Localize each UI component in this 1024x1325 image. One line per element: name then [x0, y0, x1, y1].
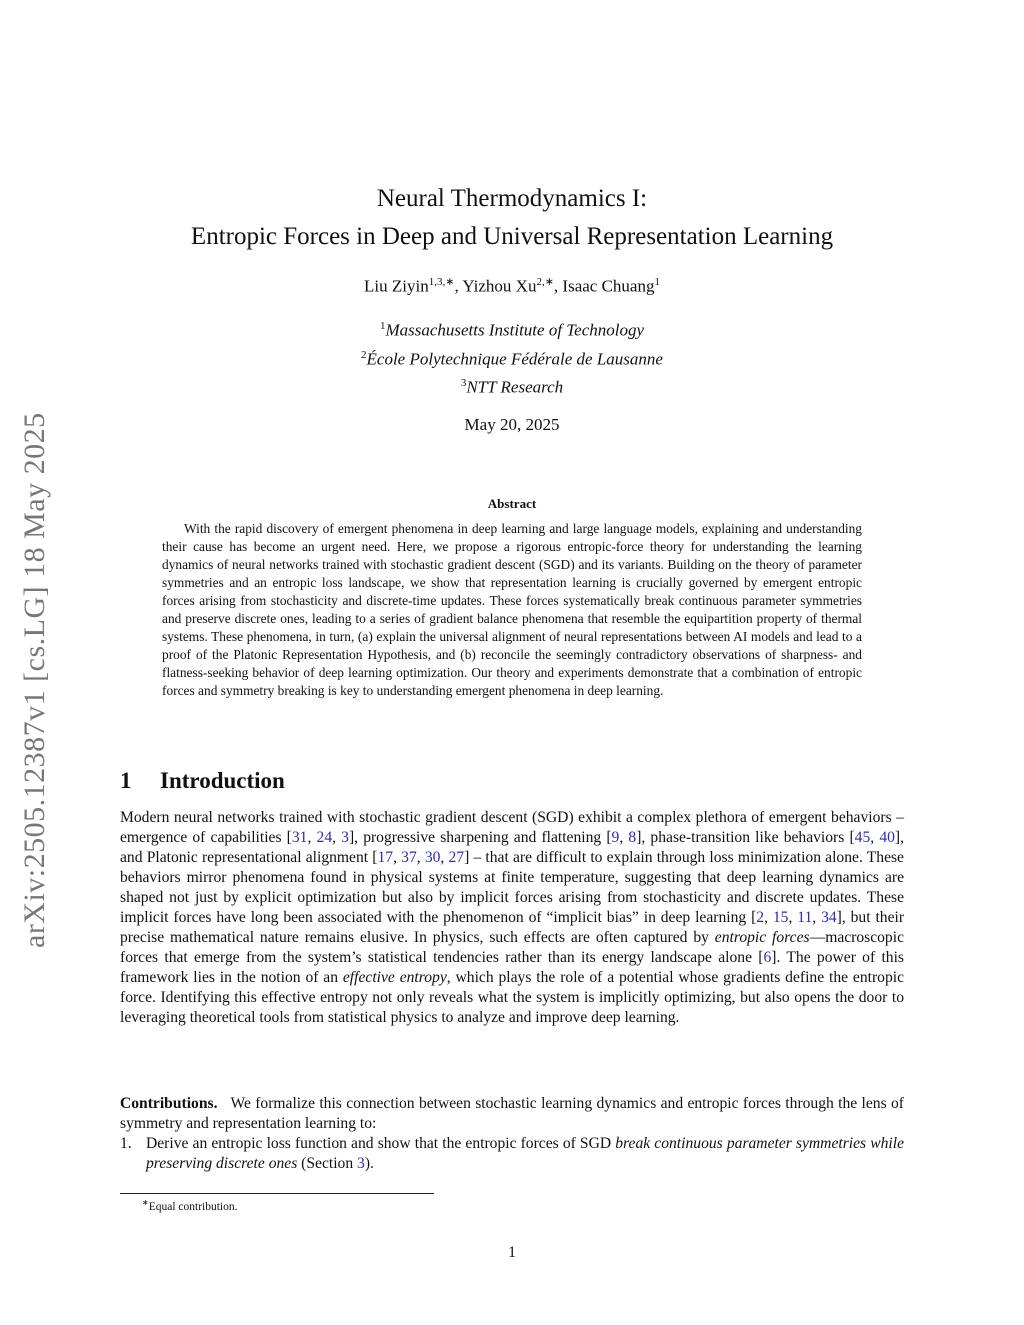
intro-text: ], progressive sharpening and flattening [	[348, 829, 612, 846]
author-name: Liu Ziyin	[364, 276, 429, 296]
contribution-list	[120, 1134, 904, 1174]
emphasis-text: break continuous parameter symmetries while preserving discrete ones	[146, 1135, 904, 1172]
abstract-text: With the rapid discovery of emergent phenomena in deep learning and large language models, explaining and understanding their cause has become an urgent need. Here, we propose a rigorous entropic-force theory for understanding the learning dynamics of neural networks trained with stochastic gradient descent (SGD) and its variants. Building on the theory of parameter symmetries and an entropic loss landscape, we show that representation learning is crucially governed by emergent entropic forces arising from stochasticity and discrete-time updates. These forces systematically break continuous parameter symmetries and preserve discrete ones, leading to a series of gradient balance phenomena that resemble the equipartition property of thermal systems. These phenomena, in turn, (a) explain the universal alignment of neural representations between AI models and lead to a proof of the Platonic Representation Hypothesis, and (b) reconcile the seemingly contradictory observations of sharpness- and flatness-seeking behavior of deep learning optimization. Our theory and experiments demonstrate that a combination of entropic forces and symmetry breaking is key to understanding emergent phenomena in deep learning.	[162, 521, 862, 698]
citation-link[interactable]: 11	[797, 909, 813, 926]
intro-text: ], and Platonic representational alignment [	[120, 829, 904, 866]
citation-link[interactable]: 27	[448, 849, 465, 866]
abstract-heading: Abstract	[487, 496, 537, 511]
footnote-rule	[120, 1193, 434, 1194]
footnote	[142, 1198, 238, 1213]
citation-link[interactable]: 15	[772, 909, 789, 926]
citation-link[interactable]: 24	[316, 829, 333, 846]
affiliation-name: École Polytechnique Fédérale de Lausanne	[366, 349, 663, 369]
citation-link[interactable]: 6	[763, 949, 772, 966]
intro-text: ] – that are difficult to explain through loss minimization alone. These behaviors mirror phenomena found in physical systems at finite temperature, suggesting that deep learning dynamics are shaped not just by explicit optimization but also by implicit forces arising from stochasticity and discrete updates. These implicit forces have long been associated with the phenomenon of “implicit bias” in deep learning [	[120, 849, 904, 926]
footnote-mark: ∗	[142, 1198, 149, 1207]
affiliation	[0, 371, 1024, 400]
affiliation-name: Massachusetts Institute of Technology	[385, 320, 645, 340]
affiliation	[0, 343, 1024, 372]
affiliation	[0, 314, 1024, 343]
author-marks: 1	[654, 276, 660, 288]
author-separator: ,	[553, 276, 563, 296]
emphasis-text: effective entropy	[342, 969, 447, 986]
author-marks: 2,∗	[536, 276, 554, 288]
list-text: Derive an entropic loss function and show that the entropic forces of SGD	[146, 1135, 616, 1152]
citation-link[interactable]: 3	[341, 829, 349, 846]
citation-link[interactable]: 34	[821, 909, 837, 926]
citation-link[interactable]: 2	[756, 909, 765, 926]
contributions-label: Contributions.	[120, 1095, 218, 1112]
citation-link[interactable]: 9	[611, 829, 620, 846]
citation-link[interactable]: 8	[628, 829, 637, 846]
affiliation-name: NTT Research	[466, 377, 564, 397]
citation-link[interactable]: 40	[879, 829, 895, 846]
author-marks: 1,3,∗	[428, 276, 455, 288]
citation-link[interactable]: 30	[424, 849, 441, 866]
intro-paragraph: Modern neural networks trained with stochastic gradient descent (SGD) exhibit a complex plethora of emergent behaviors – emergence of capabilities [31, 24, 3], progressive sharpening and flattening [9, 8], phase-transition like behaviors [45, 40], and Platonic representational alignment [17, 37, 30, 27] – that are difficult to explain through loss minimization alone. These behaviors mirror phenomena found in physical systems at finite temperature, suggesting that deep learning dynamics are shaped not just by explicit optimization but also by implicit forces arising from stochasticity and discrete updates. These implicit forces have long been associated with the phenomenon of “implicit bias” in deep learning [2, 15, 11, 34], but their precise mathematical nature remains elusive. In physics, such effects are often captured by entropic forces—macroscopic forces that emerge from the system’s statistical tendencies rather than its energy landscape alone [6]. The power of this framework lies in the notion of an effective entropy, which plays the role of a potential whose gradients define the entropic force. Identifying this effective entropy not only reveals what the system is implicitly optimizing, but also opens the door to leveraging theoretical tools from statistical physics to analyze and improve deep learning.	[120, 809, 905, 1026]
intro-text: ]. The power of this framework lies in the notion of an	[120, 949, 904, 986]
affiliation-mark: 1	[379, 320, 386, 332]
citation-link[interactable]: 45	[854, 829, 871, 846]
intro-text: ], but their precise mathematical nature remains elusive. In physics, such effects are often captured by	[120, 909, 905, 946]
intro-text: ], phase-transition like behaviors [	[636, 829, 855, 846]
affiliation-mark: 3	[460, 377, 467, 390]
author-separator: ,	[454, 276, 463, 296]
citation-link[interactable]: 37	[401, 849, 417, 866]
title-line-1: Neural Thermodynamics I:	[376, 185, 648, 212]
list-item-number: 1.	[120, 1135, 132, 1152]
citation-link[interactable]: 31	[291, 829, 308, 846]
list-text: ).	[364, 1155, 374, 1172]
contributions-paragraph	[120, 1094, 904, 1134]
affiliation-mark: 2	[361, 348, 367, 361]
affiliation-list	[0, 314, 1024, 400]
section-number: 1	[120, 768, 132, 793]
contributions-text: We formalize this connection between stochastic learning dynamics and entropic forces through the lens of symmetry and representation learning to:	[120, 1095, 904, 1132]
footnote-text: Equal contribution.	[148, 1200, 238, 1213]
list-text: (Section	[297, 1155, 358, 1172]
author-name: Isaac Chuang	[562, 276, 655, 296]
emphasis-text: entropic forces	[714, 929, 810, 946]
citation-link[interactable]: 17	[377, 849, 394, 866]
paper-date: May 20, 2025	[464, 415, 560, 434]
author-name: Yizhou Xu	[462, 276, 537, 296]
list-item	[120, 1134, 904, 1174]
intro-text: —macroscopic forces that emerge from the system’s statistical tendencies rather than its energy landscape alone [	[120, 929, 904, 966]
intro-text: Modern neural networks trained with stochastic gradient descent (SGD) exhibit a complex plethora of emergent behaviors – emergence of capabilities [	[120, 809, 904, 846]
list-item-text	[146, 1134, 904, 1174]
section-ref-link[interactable]: 3	[357, 1155, 365, 1172]
title-line-2: Entropic Forces in Deep and Universal Representation Learning	[190, 223, 834, 250]
intro-text: , which plays the role of a potential whose gradients define the entropic force. Identifying this effective entropy not only reveals what the system is implicitly optimizing, but also opens the door to leveraging theoretical tools from statistical physics to analyze and improve deep learning.	[120, 969, 904, 1026]
author-list	[0, 275, 1024, 297]
section-title: Introduction	[160, 768, 285, 793]
section-heading	[120, 768, 285, 794]
page-number: 1	[508, 1244, 516, 1261]
arxiv-stamp[interactable]: arXiv:2505.12387v1 [cs.LG] 18 May 2025	[18, 412, 51, 948]
